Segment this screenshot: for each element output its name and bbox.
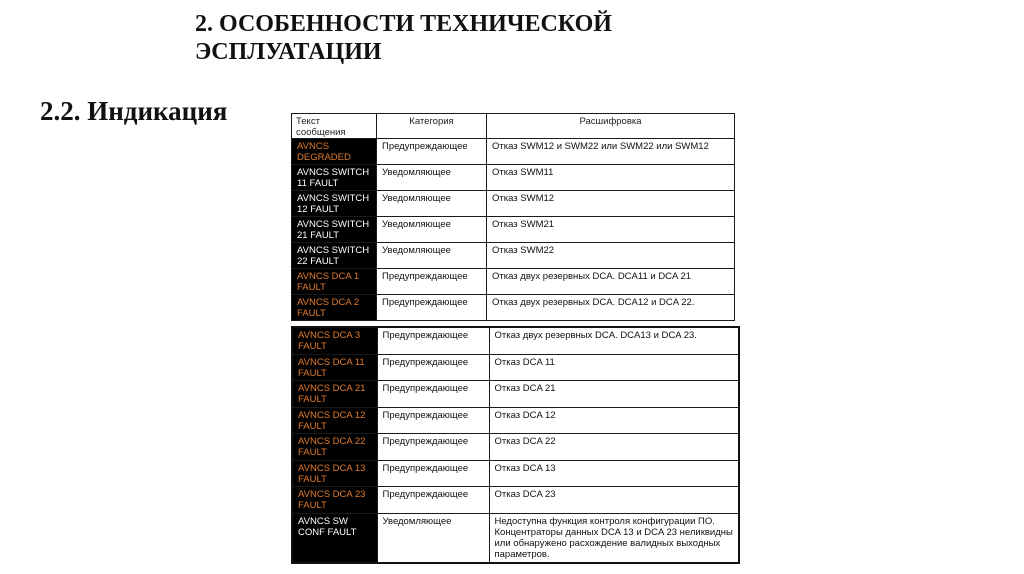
table-row xyxy=(292,327,739,354)
slide-title-line1: 2. ОСОБЕННОСТИ ТЕХНИЧЕСКОЙ xyxy=(195,11,612,37)
section-heading: 2.2. Индикация xyxy=(40,96,228,126)
decoding-cell: Отказ SWM12 и SWM22 или SWM22 или SWM12 xyxy=(487,139,735,165)
decoding-cell: Отказ DCA 11 xyxy=(489,354,739,381)
category-cell: Предупреждающее xyxy=(377,434,489,461)
category-cell: Уведомляющее xyxy=(377,217,487,243)
message-text-cell: AVNCS SWITCH 21 FAULT xyxy=(292,217,377,243)
category-cell: Уведомляющее xyxy=(377,513,489,563)
message-text-cell: AVNCS DCA 11 FAULT xyxy=(292,354,377,381)
slide-title-line2: ЭСПЛУАТАЦИИ xyxy=(195,39,382,65)
message-text-cell: AVNCS DCA 22 FAULT xyxy=(292,434,377,461)
table-row xyxy=(292,354,739,381)
decoding-cell: Отказ SWM21 xyxy=(487,217,735,243)
table-row xyxy=(292,139,735,165)
category-cell: Уведомляющее xyxy=(377,243,487,269)
table-row xyxy=(292,460,739,487)
category-cell: Предупреждающее xyxy=(377,139,487,165)
table-row xyxy=(292,165,735,191)
message-text-cell: AVNCS SW CONF FAULT xyxy=(292,513,377,563)
table-row xyxy=(292,381,739,408)
message-text-cell: AVNCS DCA 12 FAULT xyxy=(292,407,377,434)
decoding-cell: Отказ DCA 23 xyxy=(489,487,739,514)
table-row xyxy=(292,217,735,243)
decoding-cell: Отказ DCA 22 xyxy=(489,434,739,461)
table-header-row xyxy=(292,114,735,139)
decoding-cell: Недоступна функция контроля конфигурации ПО. Концентраторы данных DCA 13 и DCA 23 неликвидны или обнаружено расхождение валидных выходных параметров. xyxy=(489,513,739,563)
indication-table-part1 xyxy=(291,113,735,321)
header-category: Категория xyxy=(377,114,487,139)
message-text-cell: AVNCS DCA 23 FAULT xyxy=(292,487,377,514)
table-row xyxy=(292,513,739,563)
table-row xyxy=(292,434,739,461)
category-cell: Предупреждающее xyxy=(377,327,489,354)
decoding-cell: Отказ SWM11 xyxy=(487,165,735,191)
category-cell: Предупреждающее xyxy=(377,269,487,295)
table-row xyxy=(292,407,739,434)
table-row xyxy=(292,487,739,514)
table-row xyxy=(292,269,735,295)
table-row xyxy=(292,243,735,269)
header-decoding: Расшифровка xyxy=(487,114,735,139)
message-text-cell: AVNCS DEGRADED xyxy=(292,139,377,165)
message-text-cell: AVNCS DCA 1 FAULT xyxy=(292,269,377,295)
decoding-cell: Отказ DCA 13 xyxy=(489,460,739,487)
message-text-cell: AVNCS DCA 3 FAULT xyxy=(292,327,377,354)
indication-table-part2 xyxy=(291,326,740,564)
header-message-text: Текст сообщения xyxy=(292,114,377,139)
category-cell: Предупреждающее xyxy=(377,381,489,408)
decoding-cell: Отказ DCA 21 xyxy=(489,381,739,408)
message-text-cell: AVNCS SWITCH 12 FAULT xyxy=(292,191,377,217)
category-cell: Предупреждающее xyxy=(377,295,487,321)
table-row xyxy=(292,191,735,217)
decoding-cell: Отказ SWM22 xyxy=(487,243,735,269)
table-body xyxy=(292,139,735,321)
category-cell: Предупреждающее xyxy=(377,407,489,434)
message-text-cell: AVNCS DCA 13 FAULT xyxy=(292,460,377,487)
decoding-cell: Отказ двух резервных DCA. DCA13 и DCA 23. xyxy=(489,327,739,354)
table-row xyxy=(292,295,735,321)
message-text-cell: AVNCS DCA 21 FAULT xyxy=(292,381,377,408)
category-cell: Предупреждающее xyxy=(377,487,489,514)
category-cell: Уведомляющее xyxy=(377,165,487,191)
decoding-cell: Отказ двух резервных DCA. DCA12 и DCA 22. xyxy=(487,295,735,321)
decoding-cell: Отказ SWM12 xyxy=(487,191,735,217)
category-cell: Предупреждающее xyxy=(377,460,489,487)
category-cell: Предупреждающее xyxy=(377,354,489,381)
decoding-cell: Отказ DCA 12 xyxy=(489,407,739,434)
message-text-cell: AVNCS DCA 2 FAULT xyxy=(292,295,377,321)
message-text-cell: AVNCS SWITCH 11 FAULT xyxy=(292,165,377,191)
slide-title xyxy=(195,10,612,66)
decoding-cell: Отказ двух резервных DCA. DCA11 и DCA 21 xyxy=(487,269,735,295)
category-cell: Уведомляющее xyxy=(377,191,487,217)
table-body xyxy=(292,327,739,563)
message-text-cell: AVNCS SWITCH 22 FAULT xyxy=(292,243,377,269)
